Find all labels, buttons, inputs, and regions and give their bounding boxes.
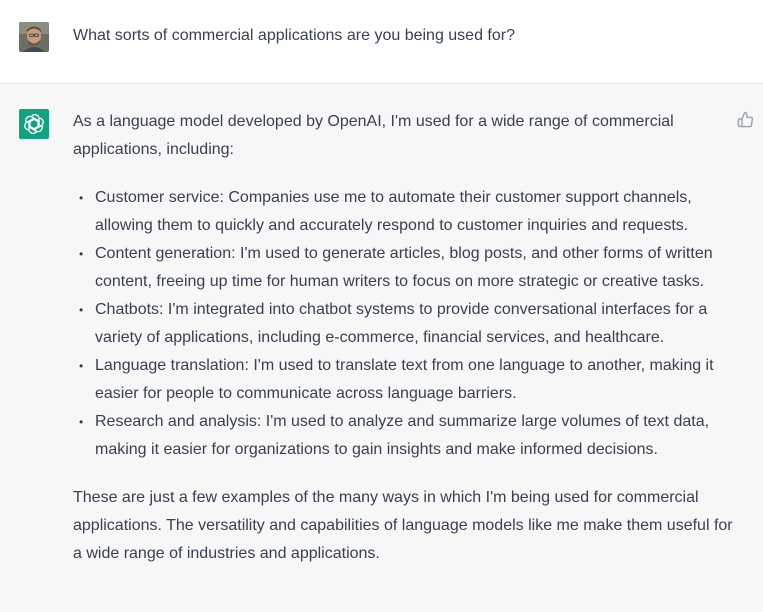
application-list [73,184,733,464]
list-item-text: Customer service: Companies use me to automate their customer support channels, allowing them to quickly and accurately respond to customer inquiries and requests. [95,189,692,234]
list-item: • Chatbots: I'm integrated into chatbot systems to provide conversational interfaces for a variety of applications, including e-commerce, financial services, and healthcare. [79,301,708,346]
list-item: • Content generation: I'm used to generate articles, blog posts, and other forms of written content, freeing up time for human writers to focus on more strategic or creative tasks. [79,245,713,290]
user-photo-avatar [19,22,49,52]
list-item-text: Research and analysis: I'm used to analyze and summarize large volumes of text data, making it easier for organizations to gain insights and make informed decisions. [95,413,710,458]
assistant-message-row [0,84,763,612]
user-avatar [19,22,49,52]
list-item-text: Language translation: I'm used to translate text from one language to another, making it easier for people to communicate across language barriers. [95,357,714,402]
reply-outro: These are just a few examples of the many ways in which I'm being used for commercial applications. The versatility and capabilities of language models like me make them useful for a wide range of industries and applications. [73,489,733,562]
list-item: • Customer service: Companies use me to automate their customer support channels, allowing them to quickly and accurately respond to customer inquiries and requests. [79,189,692,234]
reply-intro: As a language model developed by OpenAI, I'm used for a wide range of commercial applications, including: [73,113,674,158]
thumbs-up-icon[interactable] [737,111,754,128]
openai-logo-icon [19,109,49,139]
list-item-text: Content generation: I'm used to generate articles, blog posts, and other forms of written content, freeing up time for human writers to focus on more strategic or creative tasks. [95,245,713,290]
user-message-text: What sorts of commercial applications are you being used for? [73,27,515,44]
assistant-message-text [73,108,733,568]
list-item-text: Chatbots: I'm integrated into chatbot systems to provide conversational interfaces for a variety of applications, including e-commerce, financial services, and healthcare. [95,301,708,346]
user-message-row [0,0,763,84]
list-item: • Research and analysis: I'm used to analyze and summarize large volumes of text data, making it easier for organizations to gain insights and make informed decisions. [79,413,710,458]
list-item: • Language translation: I'm used to translate text from one language to another, making it easier for people to communicate across language barriers. [79,357,714,402]
